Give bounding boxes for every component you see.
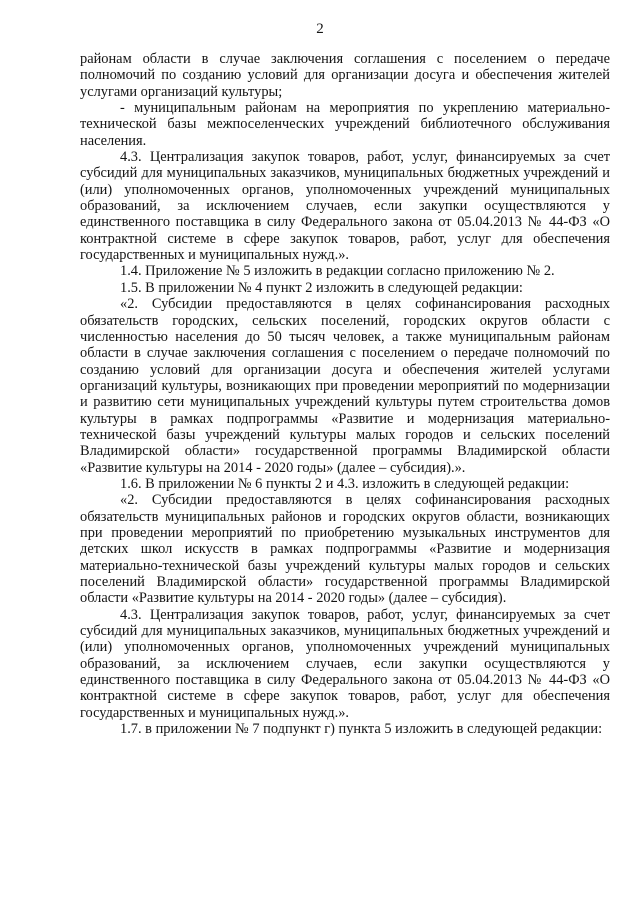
paragraph-list-item: - муниципальным районам на мероприятия по укреплению материально-технической базы межпоселенческих учреждений библиотечного обслуживания населения. (80, 100, 610, 149)
paragraph-item-1-7: 1.7. в приложении № 7 подпункт г) пункта 5 изложить в следующей редакции: (120, 721, 603, 738)
paragraph-item-1-6: 1.6. В приложении № 6 пункты 2 и 4.3. изложить в следующей редакции: (120, 475, 570, 492)
paragraph-item-1-5: 1.5. В приложении № 4 пункт 2 изложить в следующей редакции: (120, 279, 523, 296)
paragraph-clause-4-3: 4.3. Централизация закупок товаров, работ, услуг, финансируемых за счет субсидий для муниципальных заказчиков, муниципальных бюджетных учреждений и (или) уполномоченных органов, уполномоченных учреждений муниципальных образований, за исключением случаев, если закупки осуществляются у единственного поставщика в силу Федерального закона от 05.04.2013 № 44-ФЗ «О контрактной системе в сфере закупок товаров, работ, услуг для обеспечения государственных и муниципальных нужд.». (80, 149, 610, 264)
paragraph-clause-4-3b: 4.3. Централизация закупок товаров, работ, услуг, финансируемых за счет субсидий для муниципальных заказчиков, муниципальных бюджетных учреждений и (или) уполномоченных органов, уполномоченных учреждений муниципальных образований, за исключением случаев, если закупки осуществляются у единственного поставщика в силу Федерального закона от 05.04.2013 № 44-ФЗ «О контрактной системе в сфере закупок товаров, работ, услуг для обеспечения государственных и муниципальных нужд.». (80, 606, 610, 721)
paragraph-continuation: районам области в случае заключения соглашения с поселением о передаче полномочий по созданию условий для организации досуга и обеспечения жителей услугами организаций культуры; (80, 51, 610, 100)
document-body (80, 51, 610, 737)
paragraph-quote-subsidy-2: «2. Субсидии предоставляются в целях софинансирования расходных обязательств городских, сельских поселений, городских округов области с численностью населения до 50 тысяч человек, а также муниципальным районам области в случае заключения соглашения с поселением о передаче полномочий по созданию условий для организации досуга и обеспечения жителей услугами организаций культуры, возникающих при проведении мероприятий по модернизации и развитию сети муниципальных учреждений культуры путем строительства домов культуры в рамках подпрограммы «Развитие и модернизация материально-технической базы учреждений культуры малых городов и сельских поселений Владимирской области» государственной программы Владимирской области «Развитие культуры на 2014 - 2020 годы» (далее – субсидия).». (80, 296, 610, 476)
paragraph-quote-subsidy-2b: «2. Субсидии предоставляются в целях софинансирования расходных обязательств муниципальных районов и городских округов области, возникающих при проведении мероприятий по приобретению музыкальных инструментов для детских школ искусств в рамках подпрограммы «Развитие и модернизация материально-технической базы учреждений культуры малых городов и сельских поселений Владимирской области» государственной программы Владимирской области «Развитие культуры на 2014 - 2020 годы» (далее – субсидия). (80, 492, 610, 607)
page-number: 2 (316, 21, 324, 37)
paragraph-item-1-4: 1.4. Приложение № 5 изложить в редакции согласно приложению № 2. (120, 263, 555, 280)
